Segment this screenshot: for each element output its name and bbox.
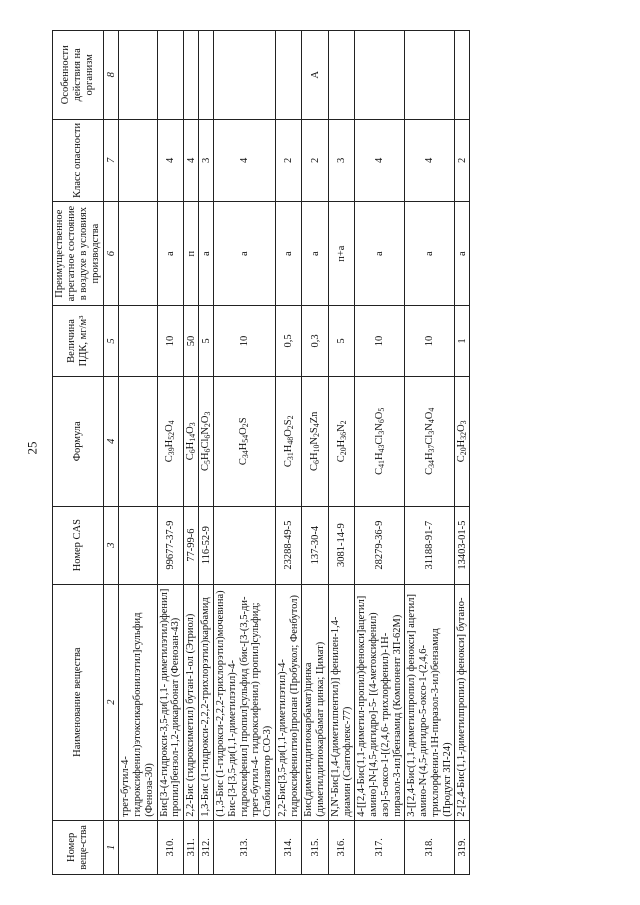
column-index: 2 [104,584,119,820]
pdk-value: 0,3 [302,306,329,377]
table-container [52,30,617,875]
cas-number: 3081-14-9 [328,506,355,584]
aggregate-state: п [184,202,199,306]
column-index: 3 [104,506,119,584]
aggregate-state: а [455,202,470,306]
hazard-class: 2 [302,119,329,202]
formula: $C_{34}H_{54}O_2S$ [214,376,276,506]
aggregate-state: а [275,202,302,306]
substance-number: 317. [355,820,405,874]
special-effects [455,31,470,120]
page-number: 25 [24,441,40,455]
pdk-value: 10 [405,306,455,377]
formula: $C_{20}H_{36}N_2$ [328,376,355,506]
special-effects [328,31,355,120]
cas-number: 137-30-4 [302,506,329,584]
substance-number: 311. [184,820,199,874]
hazard-class: 4 [405,119,455,202]
formula: $C_{34}H_{37}Cl_3N_4O_4$ [405,376,455,506]
column-index: 6 [104,202,119,306]
substance-number: 312. [199,820,214,874]
header-row [53,31,104,875]
aggregate-state: а [302,202,329,306]
header-cell: Номер веще-ства [53,820,104,874]
column-index: 5 [104,306,119,377]
column-index: 1 [104,820,119,874]
hazard-class: 2 [455,119,470,202]
column-index: 8 [104,31,119,120]
substance-number: 310. [157,820,184,874]
table-row [199,31,214,875]
substance-name: Бис[3-(4-гидрокси-3,5-ди(1,1- диметилэтил)фенил] пропил]бензол-1,2-дикарбонат (Фенозан-43) [157,584,184,820]
hazard-class: 4 [184,119,199,202]
formula: $C_{20}H_{32}O_3$ [455,376,470,506]
pdk-value: 1 [455,306,470,377]
table-row [455,31,470,875]
hazard-class: 4 [214,119,276,202]
column-index: 7 [104,119,119,202]
pdk-value: 5 [328,306,355,377]
aggregate-state: а [214,202,276,306]
header-cell: Номер CAS [53,506,104,584]
hazard-class: 4 [355,119,405,202]
hazard-class: 3 [199,119,214,202]
table-row [302,31,329,875]
cas-number: 23288-49-5 [275,506,302,584]
hazard-class: 2 [275,119,302,202]
header-cell: Особенности действия на организм [53,31,104,120]
hazard-class: 3 [328,119,355,202]
pdk-value: 10 [157,306,184,377]
table-row [184,31,199,875]
header-cell: Формула [53,376,104,506]
header-cell: Преимущественное агрегатное состояние в воздухе в условиях производства [53,202,104,306]
substance-name: N,N'-Бис[1,4-(диметилпентил)] фенилен-1,4-диамин (Сантофлекс-77) [328,584,355,820]
special-effects [405,31,455,120]
formula: $C_{31}H_{48}O_2S_2$ [275,376,302,506]
header-cell: Наименование вещества [53,584,104,820]
special-effects: А [302,31,329,120]
substance-number: 316. [328,820,355,874]
formula: $C_{39}H_{52}O_4$ [157,376,184,506]
pdk-value [119,306,157,377]
substance-number: 318. [405,820,455,874]
substance-number: 313. [214,820,276,874]
column-index: 4 [104,376,119,506]
aggregate-state: а [157,202,184,306]
substance-number: 314. [275,820,302,874]
cas-number [214,506,276,584]
pdk-value: 5 [199,306,214,377]
substance-number: 319. [455,820,470,874]
pdk-value: 50 [184,306,199,377]
table-row [214,31,276,875]
pdk-value: 10 [214,306,276,377]
substance-name: 2,2-Бис[3,5-ди(1,1-диметилэтил)-4- гидроксифенилтио]пропан (Пробукол; Фенбутол) [275,584,302,820]
substance-name: 2,2-Бис (гидроксиметил) бутан-1-ол (Этриол) [184,584,199,820]
formula: $C_6H_{10}N_2S_4Zn$ [302,376,329,506]
substances-table [52,30,470,875]
hazard-class [119,119,157,202]
pdk-value: 10 [355,306,405,377]
cas-number: 31188-91-7 [405,506,455,584]
aggregate-state: а [199,202,214,306]
formula: $C_{41}H_{43}Cl_3N_6O_5$ [355,376,405,506]
special-effects [355,31,405,120]
cas-number: 13403-01-5 [455,506,470,584]
table-row [157,31,184,875]
substance-number [119,820,157,874]
substance-name: трет-бутил-4-гидроксифенил)этоксикарбонилэтил]сульфид (Феноза-30) [119,584,157,820]
substance-name: 2-[2,4-Бис(1,1-диметилпропил) фенокси] бутано- [455,584,470,820]
cas-number: 99677-37-9 [157,506,184,584]
pdk-value: 0,5 [275,306,302,377]
table-row [405,31,455,875]
aggregate-state: а [355,202,405,306]
cas-number [119,506,157,584]
substance-name: 3-[[2,4-Бис(1,1-диметилпропил) фенокси] ацетил] амино-N-(4,5-дигидро-5-оксо-1-(2,4,6- трихлорфенил-1Н-пиразол-3-ил)бензамид (Продукт 3П-24) [405,584,455,820]
table-row [275,31,302,875]
substance-name: Бис(диметилдитиокарбамат)цинка (диметилдитиокарбамат цинка; Цимат) [302,584,329,820]
substance-number: 315. [302,820,329,874]
header-cell: Величина ПДК, мг/м³ [53,306,104,377]
cas-number: 28279-36-9 [355,506,405,584]
formula: $C_6H_{14}O_3$ [184,376,199,506]
substance-name: 4-[[2,4-Бис(1,1-диметил-пропил)фенокси]ацетил] амино]-N-[4,5-дигидро]-5- [(4-метоксифенил) азо]-5-оксо-1-[(2,4,6- трихлорфенил)-1Н-пиразол-3-ил]бензамид (Компонент 3П-62М) [355,584,405,820]
substance-name: (1,3-Бис (1-гидрокси-2,2,2-трихлорэтил)мочевина) Бис-[3-[3,5-ди(1,1-диметилэтил)-4- гидроксифенил] пропил]сульфид (бис-[3-(3,5-ди-трет-бутил-4- гидроксифенил) пропил]сульфид; Стабилизатор СО-3) [214,584,276,820]
formula [119,376,157,506]
table-row [355,31,405,875]
special-effects [275,31,302,120]
formula: $C_5H_6Cl_6N_2O_3$ [199,376,214,506]
hazard-class: 4 [157,119,184,202]
special-effects [157,31,184,120]
aggregate-state [119,202,157,306]
special-effects [214,31,276,120]
header-cell: Класс опасности [53,119,104,202]
special-effects [184,31,199,120]
column-index-row [104,31,119,875]
table-row [328,31,355,875]
aggregate-state: а [405,202,455,306]
special-effects [119,31,157,120]
substance-name: 1,3-Бис (1-гидрокси-2,2,2-трихлорэтил)карбамид [199,584,214,820]
cas-number: 77-99-6 [184,506,199,584]
special-effects [199,31,214,120]
cas-number: 116-52-9 [199,506,214,584]
table-row [119,31,157,875]
aggregate-state: п+а [328,202,355,306]
